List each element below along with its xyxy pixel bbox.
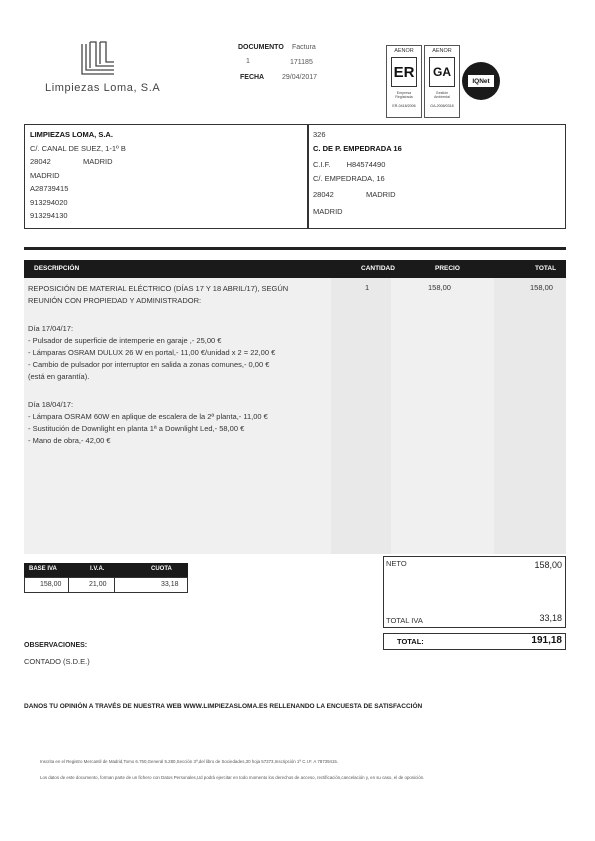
observations-label: OBSERVACIONES: — [24, 642, 88, 649]
aenor-er-cert — [386, 45, 422, 118]
fecha-value: 29/04/2017 — [282, 74, 318, 81]
ga-foot2: Ambiental — [434, 95, 450, 99]
qty-column-shade — [331, 278, 391, 554]
tax-col-iva: I.V.A. — [90, 566, 105, 572]
er-foot1: Empresa — [396, 91, 412, 95]
desc-line: REUNIÓN CON PROPIEDAD Y ADMINISTRADOR: — [28, 296, 202, 306]
iqnet-cert-icon: IQNet — [462, 62, 500, 100]
ga-code: GA-2008/0318 — [430, 104, 454, 108]
desc-line: REPOSICIÓN DE MATERIAL ELÉCTRICO (DÍAS 17 Y 18 ABRIL/17), SEGÚN — [28, 284, 289, 293]
desc-line — [28, 384, 288, 396]
desc-line: - Mano de obra,- 42,00 € — [28, 436, 111, 446]
documento-label: DOCUMENTO — [238, 44, 284, 51]
col-description: DESCRIPCIÓN — [34, 265, 80, 272]
issuer-city: MADRID — [82, 157, 113, 166]
client-cif: H84574490 — [346, 160, 386, 169]
separator-bar — [24, 247, 566, 250]
desc-line: Día 18/04/17: — [28, 399, 74, 409]
aenor-er-head: AENOR — [394, 48, 414, 54]
client-zip-row — [313, 188, 402, 202]
issuer-cif: A28739415 — [30, 184, 69, 193]
total-column-shade — [494, 278, 566, 554]
issuer-block — [30, 128, 126, 223]
tax-base: 158,00 — [40, 581, 62, 588]
tax-col-cuota: CUOTA — [151, 566, 172, 572]
client-city: MADRID — [365, 190, 396, 199]
tax-iva: 21,00 — [89, 581, 107, 588]
ga-mark-icon: GA — [429, 57, 455, 87]
grand-total-value: 191,18 — [531, 635, 562, 646]
issuer-zip-row — [30, 155, 126, 169]
client-street: C/. EMPEDRADA, 16 — [313, 173, 385, 183]
client-province: MADRID — [313, 206, 343, 216]
neto-value: 158,00 — [534, 560, 562, 570]
col-total: TOTAL — [535, 265, 557, 272]
client-block — [313, 128, 402, 218]
item-quantity: 1 — [365, 283, 370, 292]
aenor-ga-head: AENOR — [432, 48, 452, 54]
total-iva-label: TOTAL IVA — [386, 616, 423, 625]
client-cif-label: C.I.F. — [313, 160, 331, 169]
item-price: 158,00 — [428, 283, 451, 292]
company-logo-name: Limpiezas Loma, S.A — [45, 82, 161, 94]
tax-col-base: BASE IVA — [29, 566, 57, 572]
total-iva-value: 33,18 — [539, 613, 562, 623]
fecha-label: FECHA — [240, 74, 265, 81]
issuer-phone: 913294020 — [30, 197, 68, 207]
client-code: 326 — [313, 130, 326, 139]
col-price: PRECIO — [435, 265, 460, 272]
aenor-ga-cert — [424, 45, 460, 118]
tax-header — [24, 563, 188, 577]
tax-row — [24, 577, 188, 593]
er-mark-icon: ER — [391, 57, 417, 87]
item-total: 158,00 — [530, 283, 553, 292]
footer-privacy: Los datos de este documento, forman parte de un fichero con Datos Personales,Ud podrá ejercitar en todo momento los derechos de acceso, rectificación,cancelación y, en su caso, el de oposición. — [40, 775, 425, 780]
grand-total-label: TOTAL: — [397, 637, 424, 646]
ga-foot1: Gestión — [435, 91, 449, 95]
client-name: C. DE P. EMPEDRADA 16 — [313, 143, 402, 153]
desc-line — [28, 307, 288, 319]
issuer-name: LIMPIEZAS LOMA, S.A. — [30, 130, 113, 139]
issuer-street: C/. CANAL DE SUEZ, 1-1º B — [30, 143, 126, 153]
issuer-fax: 913294130 — [30, 211, 68, 220]
tax-cuota: 33,18 — [161, 581, 179, 588]
client-zip: 28042 — [313, 190, 334, 199]
issuer-province: MADRID — [30, 170, 60, 180]
tax-divider — [68, 578, 69, 592]
desc-line: - Sustitución de Downlight en planta 1ª a Downlight Led,- 58,00 € — [28, 424, 245, 434]
item-description — [28, 283, 288, 448]
desc-line: (está en garantía). — [28, 372, 90, 382]
company-logo — [70, 38, 126, 82]
desc-line: - Lámpara OSRAM 60W en aplique de escalera de la 2ª planta,- 11,00 € — [28, 412, 268, 421]
col-quantity: CANTIDAD — [361, 265, 395, 272]
client-cif-row — [313, 158, 402, 172]
issuer-zip: 28042 — [30, 157, 51, 166]
document-serie: 1 — [246, 58, 250, 65]
desc-line: - Cambio de pulsador por interruptor en salida a zonas comunes,- 0,00 € — [28, 360, 270, 370]
table-header — [24, 260, 566, 278]
document-number: 171185 — [290, 59, 313, 66]
desc-line: - Lámparas OSRAM DULUX 26 W en portal,- 11,00 €/unidad x 2 = 22,00 € — [28, 348, 276, 357]
neto-label: NETO — [386, 559, 407, 568]
desc-line: Día 17/04/17: — [28, 323, 74, 333]
documento-value: Factura — [292, 44, 316, 51]
survey-notice: DANOS TU OPINIÓN A TRAVÉS DE NUESTRA WEB WWW.LIMPIEZASLOMA.ES RELLENANDO LA ENCUESTA DE SATISFACCIÓN — [24, 703, 423, 710]
desc-line: - Pulsador de superficie de intemperie en garaje ,- 25,00 € — [28, 335, 222, 345]
er-code: ER-0418/2006 — [392, 104, 416, 108]
footer-registry: Inscrita en el Registro Mercantil de Madrid,Tomo 6.750,General 5.280,Sección 3ª,del libro de Sociedades,30 hoja 57373,Inscripción 1ª C.I.F. A 78739415. — [40, 759, 339, 764]
er-foot2: Registrada — [395, 95, 413, 99]
observations-text: CONTADO (S.D.E.) — [24, 657, 90, 666]
tax-divider — [114, 578, 115, 592]
